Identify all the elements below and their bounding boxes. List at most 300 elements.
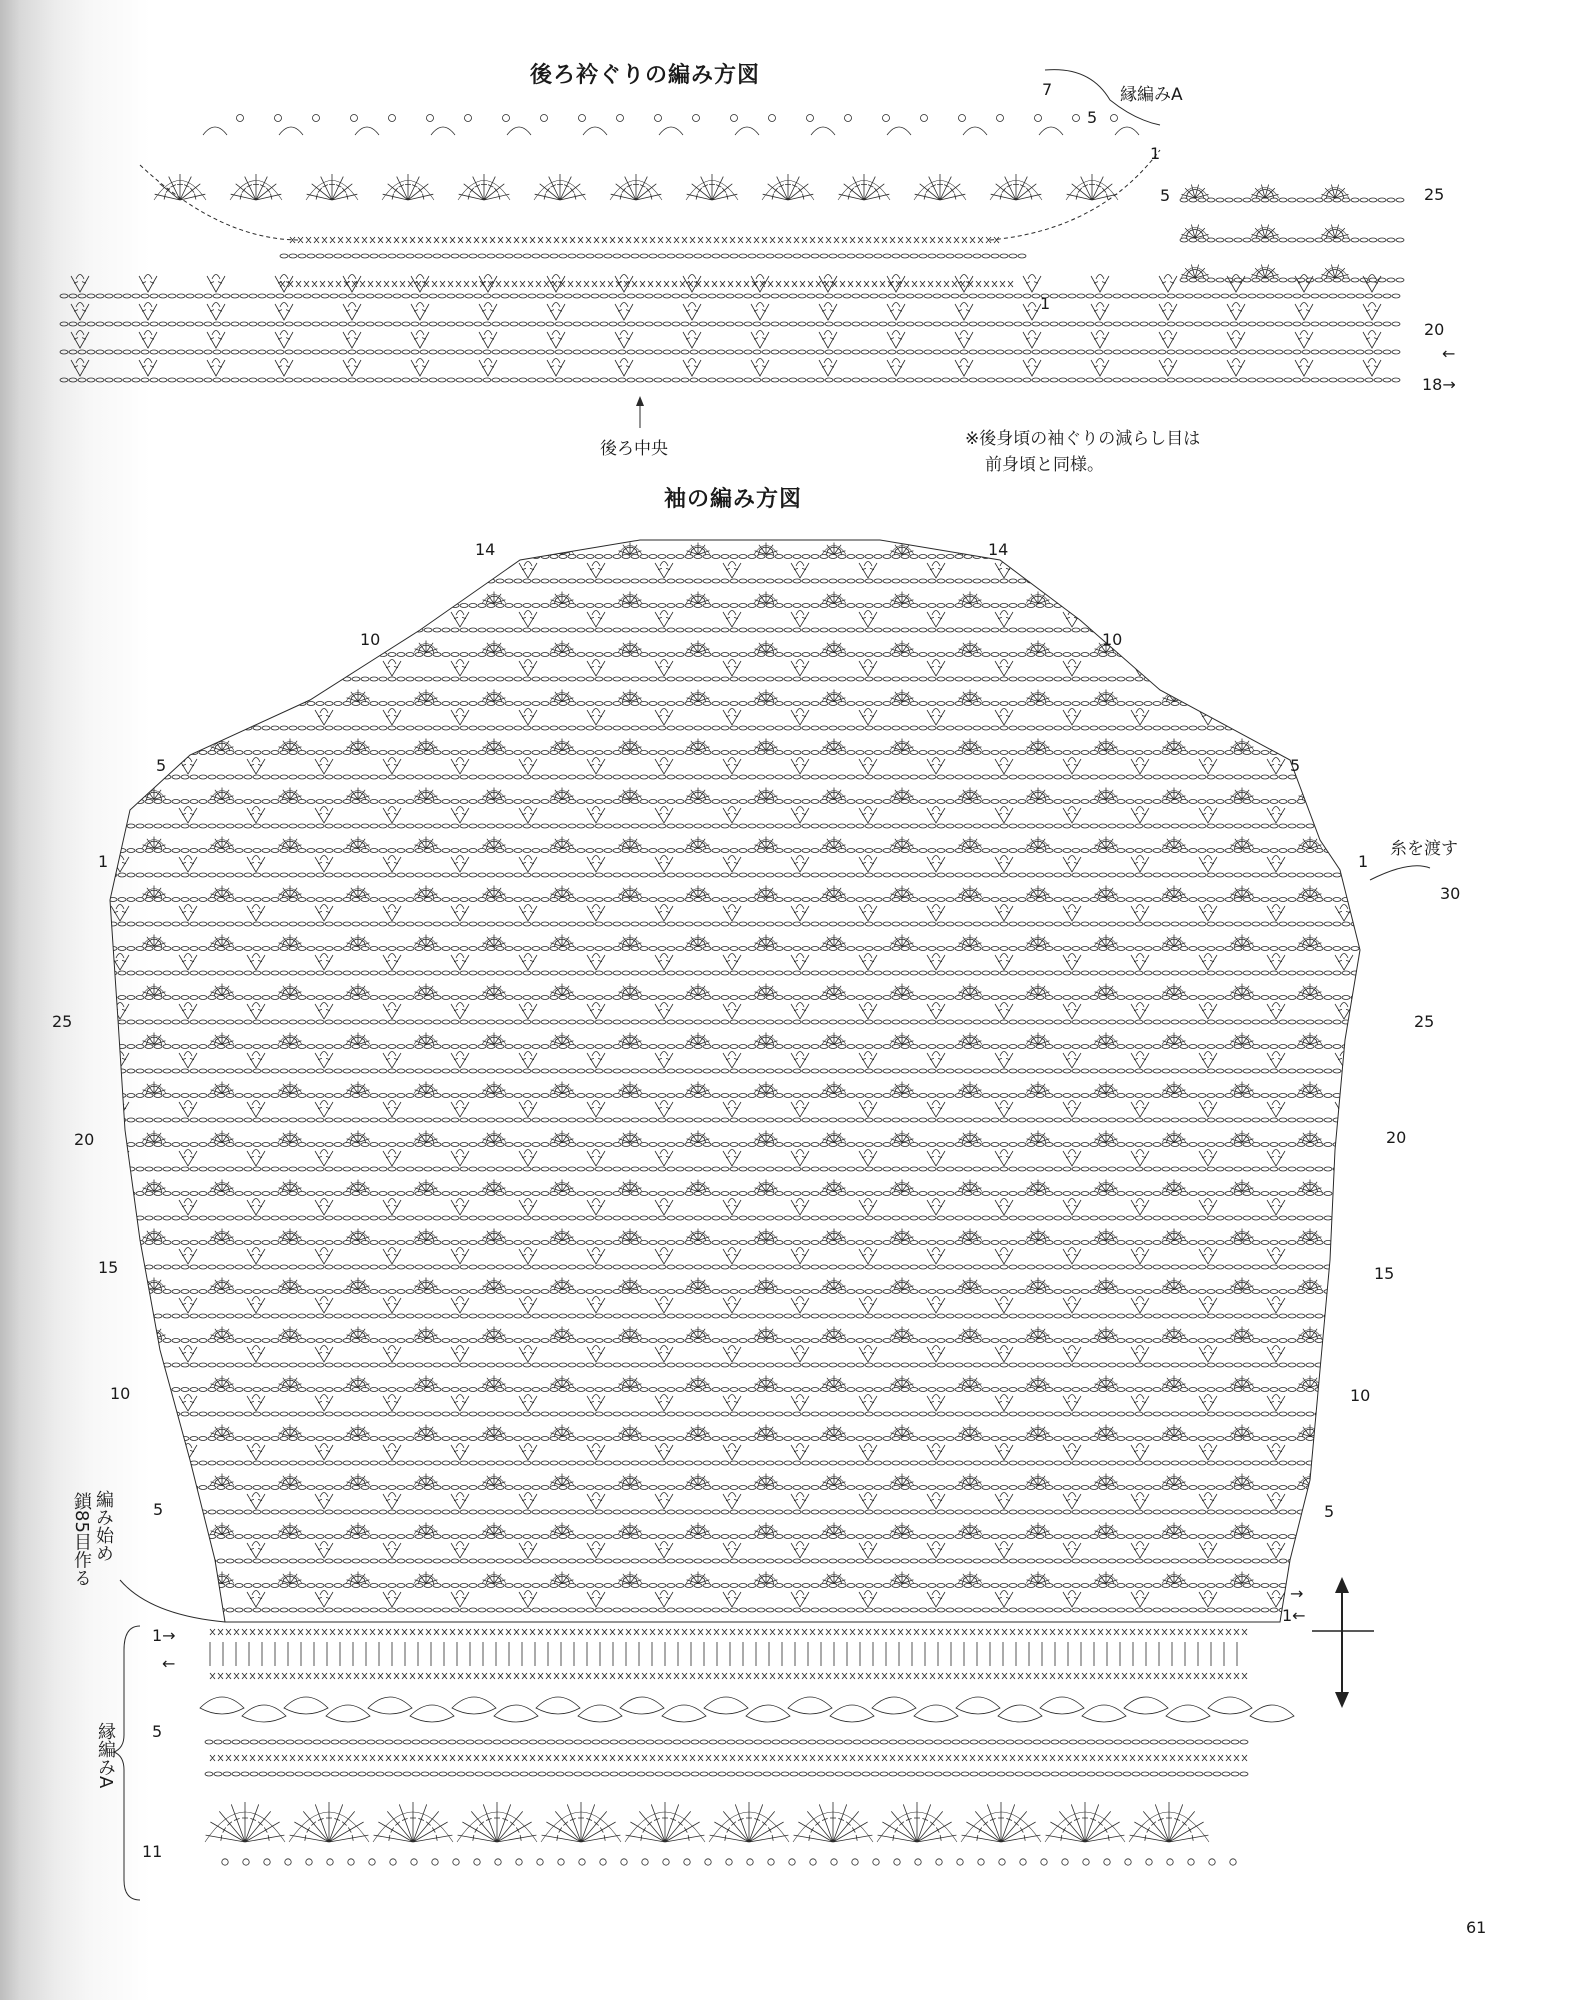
v-stitch <box>247 758 265 775</box>
v-stitch <box>655 1444 673 1461</box>
shell-fan <box>1230 1425 1254 1438</box>
v-stitch <box>1063 1150 1081 1167</box>
shell-fan <box>1230 1229 1254 1242</box>
v-stitch <box>179 1542 197 1559</box>
picot <box>621 1859 627 1865</box>
shell-fan <box>1230 935 1254 948</box>
v-stitch <box>927 954 945 971</box>
v-stitch <box>655 1199 673 1216</box>
neck-row-7: 7 <box>1042 80 1053 99</box>
sleeve-left-row-25: 25 <box>52 1012 73 1031</box>
picot <box>432 1859 438 1865</box>
shell-fan <box>822 1572 846 1585</box>
shell-fan <box>686 788 710 801</box>
shell-fan <box>1298 1229 1322 1242</box>
chain-row <box>100 1094 1404 1098</box>
shell-fan <box>142 1131 166 1144</box>
picot <box>1083 1859 1089 1865</box>
sleeve-right-row-30: 30 <box>1440 884 1461 903</box>
neck-row-25: 25 <box>1424 185 1445 204</box>
v-stitch <box>519 709 537 726</box>
v-stitch <box>315 954 333 971</box>
chain-row <box>100 800 1404 804</box>
v-stitch <box>179 1346 197 1363</box>
v-stitch <box>1063 562 1081 579</box>
v-stitch <box>1335 562 1353 579</box>
v-stitch <box>859 856 877 873</box>
v-stitch <box>1335 611 1353 628</box>
shell-fan <box>618 739 642 752</box>
v-stitch <box>1063 758 1081 775</box>
shell-fan <box>1230 1572 1254 1585</box>
shell-fan <box>625 1802 705 1842</box>
v-stitch <box>315 1101 333 1118</box>
v-stitch <box>1199 1444 1217 1461</box>
leaf-motif <box>662 1705 706 1722</box>
v-stitch <box>587 562 605 579</box>
shell-fan <box>142 788 166 801</box>
v-stitch <box>995 1003 1013 1020</box>
chain-row <box>100 922 1404 926</box>
shell-fan <box>142 886 166 899</box>
v-stitch <box>1131 1052 1149 1069</box>
v-stitch <box>927 758 945 775</box>
shell-fan <box>414 984 438 997</box>
shell-fan <box>550 788 574 801</box>
shell-fan <box>289 1802 369 1842</box>
shell-fan <box>210 1082 234 1095</box>
shell-fan <box>1298 1327 1322 1340</box>
back-center-label: 後ろ中央 <box>600 439 668 459</box>
v-stitch <box>1267 954 1285 971</box>
sleeve-right-arrow: → <box>1290 1584 1304 1603</box>
shell-fan <box>890 641 914 654</box>
v-stitch <box>1267 1444 1285 1461</box>
shell-fan <box>1298 1033 1322 1046</box>
sleeve-left-row-10: 10 <box>110 1384 131 1403</box>
shell-fan <box>414 641 438 654</box>
sleeve-left-row-5-top: 5 <box>156 756 167 775</box>
v-stitch <box>519 1199 537 1216</box>
shell-fan <box>210 690 234 703</box>
v-stitch <box>1063 709 1081 726</box>
shell-fan <box>414 592 438 605</box>
shell-fan <box>1230 690 1254 703</box>
v-stitch <box>451 1101 469 1118</box>
leaf-motif <box>1040 1697 1084 1714</box>
shell-fan <box>1026 1229 1050 1242</box>
shell-fan <box>346 690 370 703</box>
v-stitch <box>859 1444 877 1461</box>
v-stitch <box>927 1297 945 1314</box>
shell-fan <box>142 1572 166 1585</box>
shell-fan <box>278 1033 302 1046</box>
v-stitch <box>1131 807 1149 824</box>
v-stitch <box>587 611 605 628</box>
shell-fan <box>142 592 166 605</box>
v-stitch <box>111 1444 129 1461</box>
shell-fan <box>278 1327 302 1340</box>
v-stitch <box>1131 905 1149 922</box>
picot <box>789 1859 795 1865</box>
v-stitch <box>927 1150 945 1167</box>
chain-row <box>100 1069 1404 1073</box>
shell-fan <box>210 1278 234 1291</box>
v-stitch <box>723 1493 741 1510</box>
shell-fan <box>142 739 166 752</box>
foundation-chain-leader <box>120 1580 225 1622</box>
v-stitch <box>1131 1542 1149 1559</box>
v-stitch <box>179 709 197 726</box>
shell-fan <box>890 1131 914 1144</box>
shell-fan <box>1162 543 1186 556</box>
shell-fan <box>618 1327 642 1340</box>
shell-fan <box>618 690 642 703</box>
v-stitch <box>1131 660 1149 677</box>
v-stitch <box>995 1542 1013 1559</box>
v-stitch <box>1267 856 1285 873</box>
shell-fan <box>1045 1802 1125 1842</box>
chain-row <box>100 1388 1404 1392</box>
shell-fan <box>1230 1523 1254 1536</box>
shell-fan <box>1162 1131 1186 1144</box>
shell-fan <box>822 1376 846 1389</box>
v-stitch <box>1063 905 1081 922</box>
shell-fan <box>278 1229 302 1242</box>
shell-fan <box>618 1082 642 1095</box>
v-stitch <box>1131 1346 1149 1363</box>
shell-fan <box>1026 1278 1050 1291</box>
v-stitch <box>1131 562 1149 579</box>
shell-fan <box>1230 788 1254 801</box>
chain-row <box>100 1216 1404 1220</box>
v-stitch <box>247 856 265 873</box>
picot <box>705 1859 711 1865</box>
v-stitch <box>995 1395 1013 1412</box>
v-stitch <box>655 856 673 873</box>
shell-fan <box>482 1229 506 1242</box>
picot <box>726 1859 732 1865</box>
shell-fan <box>890 935 914 948</box>
shell-fan <box>1366 1523 1390 1536</box>
v-stitch <box>383 954 401 971</box>
picot <box>1041 1859 1047 1865</box>
shell-fan <box>278 1131 302 1144</box>
v-stitch <box>1267 611 1285 628</box>
v-stitch <box>723 1199 741 1216</box>
v-stitch <box>1199 954 1217 971</box>
picot <box>327 1859 333 1865</box>
picot <box>957 1859 963 1865</box>
shell-fan <box>346 1572 370 1585</box>
v-stitch <box>927 1101 945 1118</box>
shell-fan <box>890 739 914 752</box>
shell-fan <box>1094 1082 1118 1095</box>
picot <box>768 1859 774 1865</box>
v-stitch <box>179 1493 197 1510</box>
v-stitch <box>587 1101 605 1118</box>
v-stitch <box>587 660 605 677</box>
v-stitch <box>111 758 129 775</box>
picot <box>936 1859 942 1865</box>
shell-fan <box>686 984 710 997</box>
shell-fan <box>1094 1425 1118 1438</box>
sleeve-edge-label: 縁編みA <box>95 1722 116 1789</box>
neck-row-1b: 1 <box>1040 294 1051 313</box>
shell-fan <box>1230 1474 1254 1487</box>
v-stitch <box>1267 1591 1285 1608</box>
v-stitch <box>519 1444 537 1461</box>
v-stitch <box>655 660 673 677</box>
shell-fan <box>958 1278 982 1291</box>
v-stitch <box>247 1444 265 1461</box>
shell-fan <box>1026 788 1050 801</box>
shell-fan <box>1162 935 1186 948</box>
shell-fan <box>550 1180 574 1193</box>
shell-fan <box>822 1082 846 1095</box>
v-stitch <box>587 1150 605 1167</box>
picot <box>537 1859 543 1865</box>
v-stitch <box>995 1248 1013 1265</box>
shell-fan <box>686 1425 710 1438</box>
shell-fan <box>890 690 914 703</box>
shell-fan <box>482 788 506 801</box>
sleeve-right-row-5-top: 5 <box>1290 756 1301 775</box>
v-stitch <box>247 1101 265 1118</box>
v-stitch <box>927 1346 945 1363</box>
v-stitch <box>655 1052 673 1069</box>
v-stitch <box>179 807 197 824</box>
shell-fan <box>686 543 710 556</box>
v-stitch <box>723 1591 741 1608</box>
shell-fan <box>278 1425 302 1438</box>
shell-fan <box>1094 837 1118 850</box>
v-stitch <box>1199 1297 1217 1314</box>
shell-fan <box>890 886 914 899</box>
chain-row <box>100 702 1404 706</box>
v-stitch <box>655 1003 673 1020</box>
v-stitch <box>859 562 877 579</box>
shell-fan <box>958 1523 982 1536</box>
v-stitch <box>383 1101 401 1118</box>
v-stitch <box>587 709 605 726</box>
shell-fan <box>142 1278 166 1291</box>
shell-fan <box>890 1180 914 1193</box>
v-stitch <box>1267 1346 1285 1363</box>
v-stitch <box>1199 1395 1217 1412</box>
v-stitch <box>315 1346 333 1363</box>
v-stitch <box>1199 1003 1217 1020</box>
shell-fan <box>1162 837 1186 850</box>
shell-fan <box>958 1082 982 1095</box>
v-stitch <box>247 611 265 628</box>
shell-fan <box>686 1131 710 1144</box>
sleeve-body-pattern <box>100 543 1407 1613</box>
v-stitch <box>247 1297 265 1314</box>
leaf-motif <box>746 1705 790 1722</box>
v-stitch <box>655 1150 673 1167</box>
shell-fan <box>822 1229 846 1242</box>
leaf-motif <box>914 1705 958 1722</box>
v-stitch <box>791 1395 809 1412</box>
picot <box>642 1859 648 1865</box>
shell-fan <box>1162 690 1186 703</box>
v-stitch <box>927 1493 945 1510</box>
v-stitch <box>519 807 537 824</box>
shell-fan <box>1094 592 1118 605</box>
picot <box>348 1859 354 1865</box>
shell-fan <box>1298 788 1322 801</box>
shell-fan <box>1162 886 1186 899</box>
chain-row <box>100 971 1404 975</box>
shell-fan <box>1366 1033 1390 1046</box>
v-stitch <box>519 1003 537 1020</box>
shell-fan <box>142 1327 166 1340</box>
sleeve-right-row-1-top: 1 <box>1358 852 1369 871</box>
v-stitch <box>451 856 469 873</box>
v-stitch <box>655 562 673 579</box>
v-stitch <box>315 1150 333 1167</box>
v-stitch <box>927 1444 945 1461</box>
single-crochet-row <box>210 1673 1247 1679</box>
v-stitch <box>247 807 265 824</box>
shell-fan <box>210 1229 234 1242</box>
shell-fan <box>686 1278 710 1291</box>
v-stitch <box>723 1346 741 1363</box>
sleeve-left-row-10-top: 10 <box>360 630 381 649</box>
shell-fan <box>618 788 642 801</box>
shell-fan <box>754 739 778 752</box>
shell-fan <box>482 592 506 605</box>
v-stitch <box>451 905 469 922</box>
single-crochet-row <box>210 1629 1247 1635</box>
shell-fan <box>346 788 370 801</box>
shell-fan <box>709 1802 789 1842</box>
leaf-motif <box>284 1697 328 1714</box>
shell-fan <box>414 1327 438 1340</box>
shell-fan <box>550 1033 574 1046</box>
leaf-motif <box>1124 1697 1168 1714</box>
v-stitch <box>791 1150 809 1167</box>
shell-fan <box>1366 543 1390 556</box>
picot <box>684 1859 690 1865</box>
shell-fan <box>550 592 574 605</box>
shell-fan <box>890 543 914 556</box>
v-stitch <box>519 954 537 971</box>
shell-fan <box>1298 1523 1322 1536</box>
shell-fan <box>822 641 846 654</box>
v-stitch <box>1131 1248 1149 1265</box>
chain-row <box>100 604 1404 608</box>
shell-fan <box>346 1425 370 1438</box>
leaf-motif <box>368 1697 412 1714</box>
v-stitch <box>1267 1248 1285 1265</box>
v-stitch <box>927 1052 945 1069</box>
start-label-2: 鎖85目作る <box>71 1492 92 1587</box>
shell-fan <box>1026 543 1050 556</box>
shell-fan <box>346 1180 370 1193</box>
shell-fan <box>414 1180 438 1193</box>
v-stitch <box>655 1493 673 1510</box>
shell-fan <box>414 788 438 801</box>
v-stitch <box>179 1297 197 1314</box>
v-stitch <box>927 807 945 824</box>
shell-fan <box>822 886 846 899</box>
chain-row <box>100 1510 1404 1514</box>
shell-fan <box>686 690 710 703</box>
v-stitch <box>1267 1297 1285 1314</box>
shell-fan <box>1162 1229 1186 1242</box>
shell-fan <box>346 1033 370 1046</box>
yarn-carry-curve <box>1370 866 1430 880</box>
shell-fan <box>1026 984 1050 997</box>
v-stitch <box>791 1101 809 1118</box>
v-stitch <box>791 758 809 775</box>
v-stitch <box>247 1591 265 1608</box>
shell-fan <box>822 1523 846 1536</box>
shell-fan <box>1026 1425 1050 1438</box>
picot <box>306 1859 312 1865</box>
shell-fan <box>686 739 710 752</box>
chain-row <box>100 751 1404 755</box>
chain-row <box>100 1143 1404 1147</box>
shell-fan <box>1298 886 1322 899</box>
shell-fan <box>346 592 370 605</box>
v-stitch <box>927 856 945 873</box>
shell-fan <box>958 1425 982 1438</box>
picot <box>1230 1859 1236 1865</box>
v-stitch <box>1199 856 1217 873</box>
shell-fan <box>1026 1572 1050 1585</box>
shell-fan <box>1298 739 1322 752</box>
shell-fan <box>210 543 234 556</box>
v-stitch <box>587 1493 605 1510</box>
shell-fan <box>686 592 710 605</box>
picot <box>411 1859 417 1865</box>
v-stitch <box>1267 1003 1285 1020</box>
v-stitch <box>179 905 197 922</box>
v-stitch <box>587 1003 605 1020</box>
v-stitch <box>1335 1248 1353 1265</box>
sleeve-right-row-10: 10 <box>1350 1386 1371 1405</box>
shell-fan <box>890 837 914 850</box>
shell-fan <box>754 935 778 948</box>
v-stitch <box>723 1395 741 1412</box>
shell-fan <box>1026 1082 1050 1095</box>
v-stitch <box>383 660 401 677</box>
shell-fan <box>1298 1180 1322 1193</box>
leaf-motif <box>620 1697 664 1714</box>
chain-row <box>100 898 1404 902</box>
chain-row <box>100 1461 1404 1465</box>
shell-fan <box>618 543 642 556</box>
shell-fan <box>958 1131 982 1144</box>
v-stitch <box>451 1542 469 1559</box>
v-stitch <box>1335 1493 1353 1510</box>
shell-fan <box>1366 1229 1390 1242</box>
shell-fan <box>1094 1572 1118 1585</box>
v-stitch <box>791 954 809 971</box>
shell-fan <box>958 1180 982 1193</box>
shell-fan <box>482 641 506 654</box>
shell-fan <box>754 1180 778 1193</box>
chain-row <box>100 1020 1404 1024</box>
leaf-motif <box>788 1697 832 1714</box>
shell-fan <box>890 788 914 801</box>
shell-fan <box>346 837 370 850</box>
v-stitch <box>859 1395 877 1412</box>
shell-fan <box>1162 1327 1186 1340</box>
